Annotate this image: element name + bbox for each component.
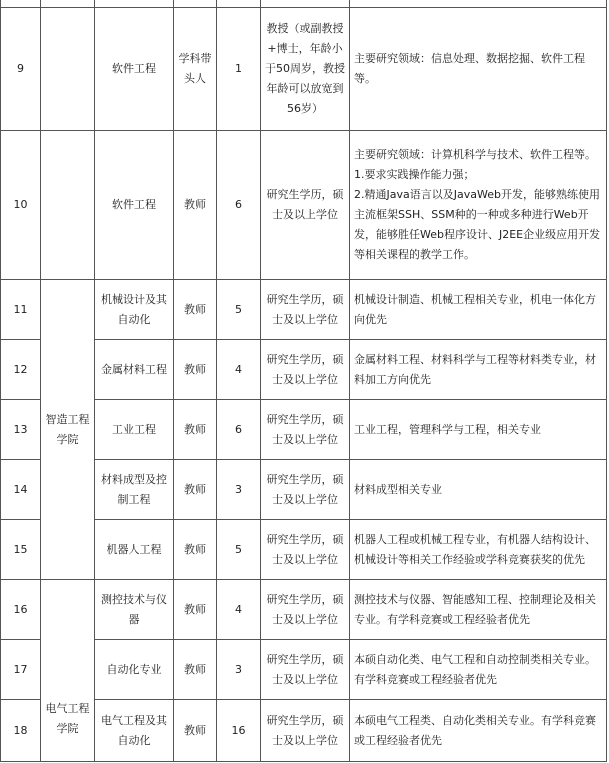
college-cell-zhizao: 智造工程学院 [41,280,95,580]
row-number: 10 [1,131,41,280]
college-cell [41,0,95,8]
table-row [1,0,607,8]
position-cell: 教师 [174,520,217,580]
table-row [1,8,607,131]
position-cell: 教师 [174,131,217,280]
position-cell: 教师 [174,280,217,340]
education-cell: 研究生学历，硕士及以上学位 [261,580,350,640]
college-cell [41,8,95,131]
education-line: 教授（或副教授 [266,22,344,35]
count-cell: 5 [217,280,261,340]
count-cell: 3 [217,640,261,700]
position-cell: 教师 [174,700,217,762]
row-number: 11 [1,280,41,340]
requirement-cell: 机械设计制造、机械工程相关专业，机电一体化方向优先 [350,280,607,340]
count-cell [217,0,261,8]
education-line: 56岁） [287,102,323,115]
requirement-cell [350,0,607,8]
requirement-cell [350,131,607,280]
requirement-cell: 金属材料工程、材料科学与工程等材料类专业，材料加工方向优先 [350,340,607,400]
college-cell [41,131,95,280]
row-number: 18 [1,700,41,762]
count-cell: 6 [217,131,261,280]
table-row [1,131,607,280]
education-cell: 研究生学历，硕士及以上学位 [261,280,350,340]
position-cell: 教师 [174,580,217,640]
count-cell: 16 [217,700,261,762]
requirement-cell: 主要研究领域：信息处理、数据挖掘、软件工程等。 [350,8,607,131]
row-number: 17 [1,640,41,700]
count-cell: 5 [217,520,261,580]
row-number: 16 [1,580,41,640]
requirement-cell: 工业工程，管理科学与工程，相关专业 [350,400,607,460]
education-line: +博士，年龄小 [267,42,343,55]
major-cell: 机器人工程 [95,520,174,580]
college-cell-dianqi: 电气工程学院 [41,580,95,762]
education-cell: 研究生学历，硕士及以上学位 [261,131,350,280]
major-cell: 电气工程及其自动化 [95,700,174,762]
requirement-line: 主要研究领域：计算机科学与技术、软件工程等。 [354,148,596,161]
education-cell [261,8,350,131]
major-cell: 材料成型及控制工程 [95,460,174,520]
row-number [1,0,41,8]
major-cell: 软件工程 [95,131,174,280]
row-number: 9 [1,8,41,131]
position-cell: 学科带头人 [174,8,217,131]
requirement-line: 2.精通Java语言以及JavaWeb开发，能够熟练使用主流框架SSH、SSM种的一种或多种进行Web开发，能够胜任Web程序设计、J2EE企业级应用开发等相关课程的教学工作。 [354,188,601,261]
count-cell: 4 [217,580,261,640]
table-row [1,580,607,640]
education-cell: 研究生学历，硕士及以上学位 [261,340,350,400]
education-cell: 研究生学历，硕士及以上学位 [261,460,350,520]
education-cell: 研究生学历，硕士及以上学位 [261,640,350,700]
education-cell: 研究生学历，硕士及以上学位 [261,520,350,580]
requirement-line: 1.要求实践操作能力强； [354,168,475,181]
requirement-cell: 本硕自动化类、电气工程和自动控制类相关专业。有学科竞赛或工程经验者优先 [350,640,607,700]
requirement-cell: 测控技术与仪器、智能感知工程、控制理论及相关专业。有学科竞赛或工程经验者优先 [350,580,607,640]
table-row [1,280,607,340]
education-cell: 研究生学历，硕士及以上学位 [261,700,350,762]
row-number: 15 [1,520,41,580]
position-cell: 教师 [174,640,217,700]
education-line: 于50周岁，教授 [265,62,345,75]
row-number: 14 [1,460,41,520]
position-cell: 教师 [174,460,217,520]
position-cell: 教师 [174,340,217,400]
count-cell: 4 [217,340,261,400]
row-number: 13 [1,400,41,460]
major-cell: 软件工程 [95,8,174,131]
major-cell: 测控技术与仪器 [95,580,174,640]
major-cell: 工业工程 [95,400,174,460]
major-cell: 自动化专业 [95,640,174,700]
major-cell: 机械设计及其自动化 [95,280,174,340]
row-number: 12 [1,340,41,400]
requirement-cell: 材料成型相关专业 [350,460,607,520]
position-cell: 教师 [174,400,217,460]
education-cell: 研究生学历，硕士及以上学位 [261,400,350,460]
count-cell: 3 [217,460,261,520]
count-cell: 6 [217,400,261,460]
major-cell [95,0,174,8]
requirement-cell: 机器人工程或机械工程专业，有机器人结构设计、机械设计等相关工作经验或学科竞赛获奖的优先 [350,520,607,580]
position-cell [174,0,217,8]
education-cell [261,0,350,8]
count-cell: 1 [217,8,261,131]
education-line: 年龄可以放宽到 [266,82,344,95]
major-cell: 金属材料工程 [95,340,174,400]
requirement-cell: 本硕电气工程类、自动化类相关专业。有学科竞赛或工程经验者优先 [350,700,607,762]
